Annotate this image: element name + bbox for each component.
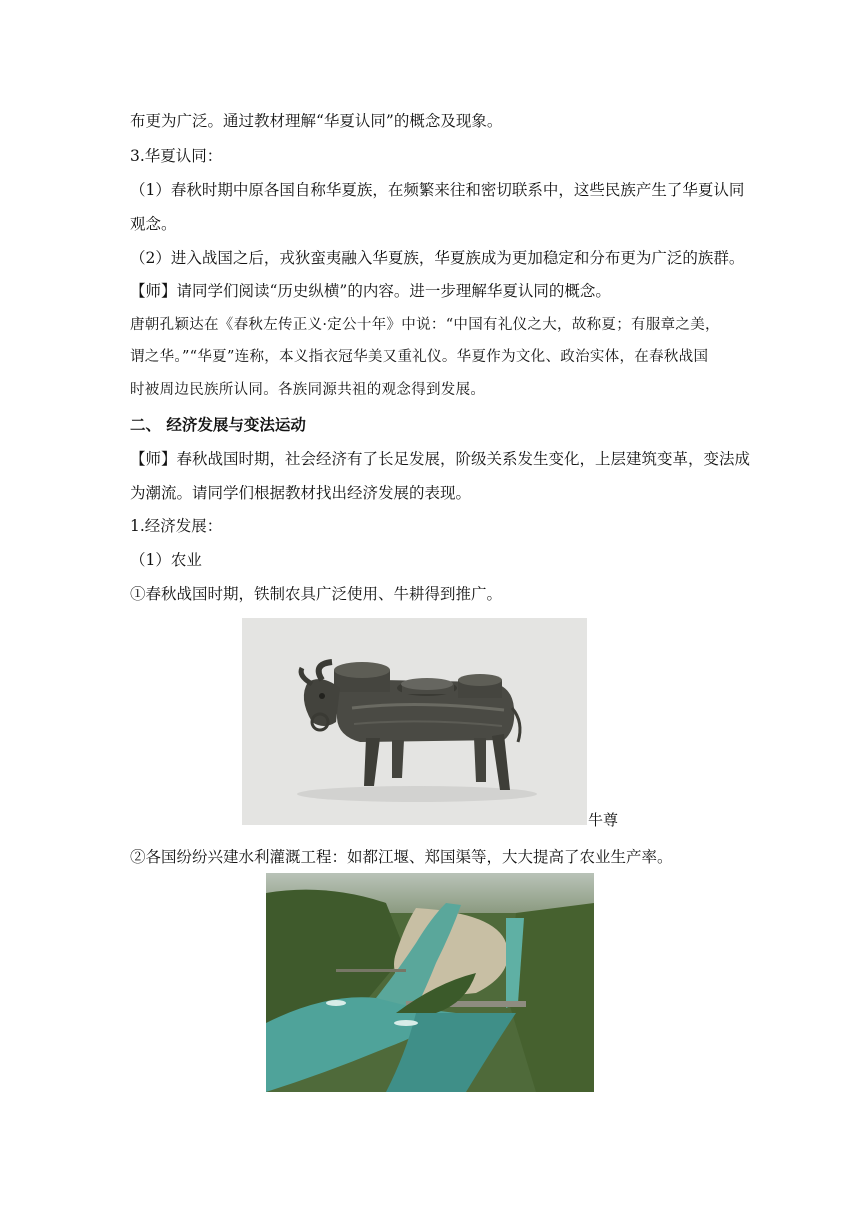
dujiangyan-photo <box>266 873 594 1092</box>
paragraph-line: ②各国纷纷兴建水利灌溉工程：如都江堰、郑国渠等，大大提高了农业生产率。 <box>130 848 673 866</box>
paragraph-line: （1）春秋时期中原各国自称华夏族，在频繁来往和密切联系中，这些民族产生了华夏认同 <box>130 181 745 199</box>
quote-line: 时被周边民族所认同。各族同源共祖的观念得到发展。 <box>130 382 486 398</box>
paragraph-line: 3.华夏认同： <box>130 147 223 165</box>
paragraph-line: 布更为广泛。通过教材理解“华夏认同”的概念及现象。 <box>130 112 503 130</box>
quote-line: 谓之华。”“华夏”连称，本义指衣冠华美又重礼仪。华夏作为文化、政治实体，在春秋战国 <box>130 349 709 365</box>
paragraph-line: 1.经济发展： <box>130 517 223 535</box>
paragraph-line: ①春秋战国时期，铁制农具广泛使用、牛耕得到推广。 <box>130 585 503 603</box>
section-heading: 二、 经济发展与变法运动 <box>130 416 306 434</box>
paragraph-line: （2）进入战国之后，戎狄蛮夷融入华夏族，华夏族成为更加稳定和分布更为广泛的族群。 <box>130 249 745 267</box>
paragraph-line: （1）农业 <box>130 551 202 569</box>
paragraph-line: 【师】春秋战国时期，社会经济有了长足发展，阶级关系发生变化，上层建筑变革，变法成 <box>130 450 751 468</box>
ox-zun-photo <box>242 618 587 825</box>
paragraph-line: 为潮流。请同学们根据教材找出经济发展的表现。 <box>130 484 472 502</box>
ox-zun-caption: 牛尊 <box>588 811 619 829</box>
paragraph-line: 观念。 <box>130 215 177 233</box>
quote-line: 唐朝孔颖达在《春秋左传正义·定公十年》中说：“中国有礼仪之大，故称夏；有服章之美， <box>130 317 720 333</box>
paragraph-line: 【师】请同学们阅读“历史纵横”的内容。进一步理解华夏认同的概念。 <box>130 282 611 300</box>
dujiangyan-illustration <box>266 873 594 1092</box>
ox-zun-illustration <box>242 618 587 825</box>
